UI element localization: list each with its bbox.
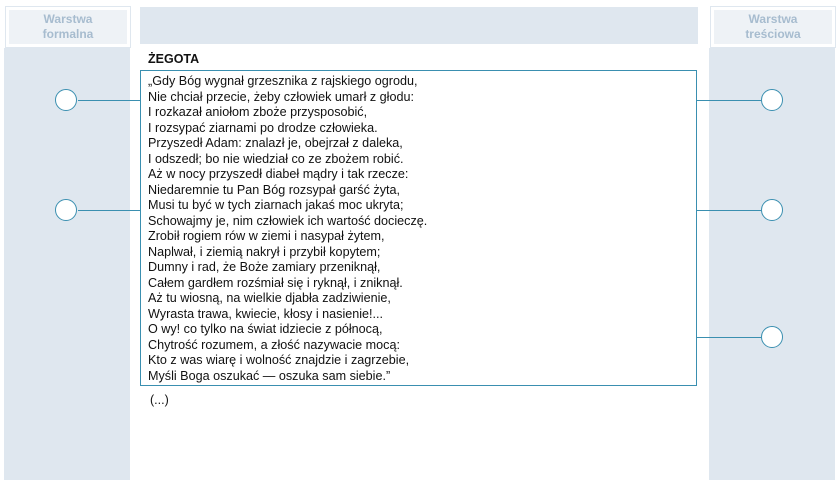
poem-line: Musi tu być w tych ziarnach jakaś moc ukryta; xyxy=(148,198,404,212)
content-layer-label-box xyxy=(711,7,835,47)
right-column-panel xyxy=(709,48,835,480)
poem-line: Kto z was wiarę i wolność znajdzie i zagrzebie, xyxy=(148,353,410,367)
left-anchor-node-2[interactable] xyxy=(55,199,77,221)
poem-line: Całem gardłem rozśmiał się i ryknął, i zniknął. xyxy=(148,275,403,290)
poem-line: Niedaremnie tu Pan Bóg rozsypał garść żyta, xyxy=(148,182,400,197)
poem-line: Schowajmy je, nim człowiek ich wartość docieczę. xyxy=(148,213,428,228)
poem-line: Przyszedł Adam: znalazł je, obejrzał z daleka, xyxy=(148,136,403,150)
left-connector-line-1 xyxy=(78,100,140,101)
left-column-panel xyxy=(4,48,130,480)
right-connector-line-2 xyxy=(697,210,761,211)
poem-line: „Gdy Bóg wygnał grzesznika z rajskiego ogrodu, xyxy=(148,74,418,88)
poem-line: I rozkazał aniołom zboże przysposobić, xyxy=(148,105,368,119)
poem-line: Zrobił rogiem rów w ziemi i nasypał żytem, xyxy=(148,229,385,243)
right-anchor-node-2[interactable] xyxy=(761,199,783,221)
poem-title: ŻEGOTA xyxy=(148,52,200,66)
poem-line: Wyrasta trawa, kwiecie, kłosy i nasienie!... xyxy=(148,306,384,321)
poem-line: Naplwał, i ziemią nakrył i przybił kopytem; xyxy=(148,244,381,259)
poem-line: O wy! co tylko na świat idziecie z północą, xyxy=(148,322,383,336)
left-connector-line-2 xyxy=(78,210,140,211)
poem-line: Nie chciał przecie, żeby człowiek umarł z głodu: xyxy=(148,89,414,104)
right-anchor-node-1[interactable] xyxy=(761,89,783,111)
content-layer-label: Warstwa treściowa xyxy=(745,12,801,41)
right-anchor-node-3[interactable] xyxy=(761,326,783,348)
top-header-strip xyxy=(140,7,698,44)
right-connector-line-3 xyxy=(697,337,761,338)
poem-line: I odszedł; bo nie wiedział co ze zbożem robić. xyxy=(148,151,404,166)
poem-line: I rozsypać ziarnami po drodze człowieka. xyxy=(148,120,378,135)
poem-line: Chytrość rozumem, a złość nazywacie mocą: xyxy=(148,337,400,352)
right-connector-line-1 xyxy=(697,100,761,101)
poem-line: Myśli Boga oszukać — oszuka sam siebie.” xyxy=(148,368,391,383)
poem-text xyxy=(148,74,427,384)
formal-layer-label-box xyxy=(6,7,130,47)
poem-line: Aż w nocy przyszedł diabeł mądry i tak rzecze: xyxy=(148,167,409,181)
poem-line: Dumny i rad, że Boże zamiary przeniknął, xyxy=(148,260,381,274)
formal-layer-label: Warstwa formalna xyxy=(42,12,94,41)
left-anchor-node-1[interactable] xyxy=(55,89,77,111)
poem-line: Aż tu wiosną, na wielkie djabła zadziwienie, xyxy=(148,291,391,305)
omission-marker: (...) xyxy=(150,393,169,407)
